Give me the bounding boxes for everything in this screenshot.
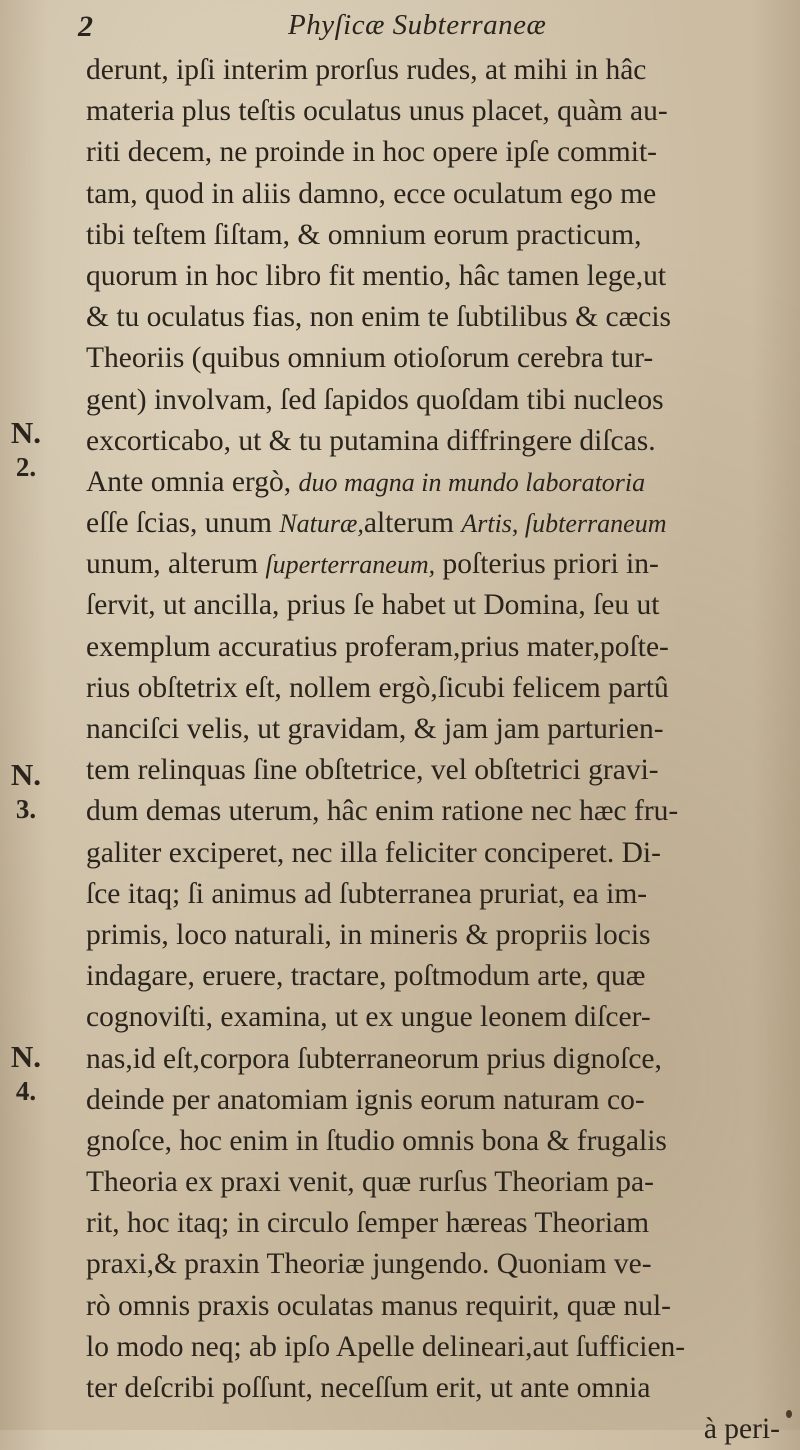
italic-text: Naturæ, (279, 509, 364, 539)
text-run: à peri- (703, 1413, 780, 1446)
italic-text: Artis, ſubterraneum (461, 509, 667, 539)
italic-text: ſuperterraneum, (265, 550, 436, 580)
text-line (86, 1244, 798, 1285)
text-line (86, 544, 798, 585)
margin-note (6, 1040, 46, 1108)
text-run: ter deſcribi poſſunt, neceſſum erit, ut ante omnia (86, 1372, 651, 1404)
text-line (86, 833, 798, 874)
text-run: ſce itaq; ſi animus ad ſubterranea pruriat, ea im- (86, 877, 648, 910)
text-run: exemplum accuratius proferam,prius mater,poſte- (86, 630, 669, 663)
page-number: 2 (78, 10, 93, 43)
text-run: deinde per anatomiam ignis eorum naturam co- (86, 1083, 645, 1116)
text-line (86, 215, 798, 256)
text-line (86, 1203, 798, 1244)
running-title: Phyſicæ Subterraneæ (288, 9, 547, 41)
text-run: gnoſce, hoc enim in ſtudio omnis bona & frugalis (86, 1124, 667, 1157)
text-run: primis, loco naturali, in mineris & propriis locis (86, 918, 651, 951)
margin-note (6, 416, 46, 484)
text-run: indagare, eruere, tractare, poſtmodum arte, quæ (86, 960, 646, 993)
text-line (86, 462, 798, 503)
text-run: & tu oculatus fias, non enim te ſubtilibus & cæcis (86, 301, 672, 334)
text-run: galiter exciperet, nec illa feliciter conciperet. Di- (86, 836, 661, 869)
margin-note-label: N. (10, 415, 42, 450)
text-line (86, 132, 798, 173)
text-run: nas,id eſt,corpora ſubterraneorum prius dignoſce, (86, 1042, 662, 1075)
text-run: lo modo neq; ab ipſo Apelle delineari,aut ſufficien- (86, 1330, 686, 1363)
text-run: gent) involvam, ſed ſapidos quoſdam tibi nucleos (86, 383, 664, 416)
text-run: Ante omnia ergò, (86, 465, 299, 498)
text-line (86, 1327, 798, 1368)
text-line (86, 668, 798, 709)
text-line (86, 91, 798, 132)
text-line (86, 503, 798, 544)
text-line (86, 1162, 798, 1203)
text-line (86, 915, 798, 956)
text-line (86, 709, 798, 750)
text-run: alterum (363, 507, 462, 540)
text-run: poſterius priori in- (435, 548, 659, 581)
margin-note-label: N. (10, 1039, 42, 1074)
text-run: riti decem, ne proinde in hoc opere ipſe commit- (86, 136, 657, 169)
page-header (78, 6, 778, 46)
text-line (86, 627, 798, 668)
text-line (86, 1039, 798, 1080)
text-line (86, 791, 798, 832)
text-run: praxi,& praxin Theoriæ jungendo. Quoniam ve- (86, 1248, 652, 1281)
text-run: tibi teſtem ſiſtam, & omnium eorum practicum, (86, 218, 642, 251)
text-line (86, 874, 798, 915)
text-line (86, 750, 798, 791)
text-line (86, 997, 798, 1038)
text-line (86, 421, 798, 462)
text-run: excorticabo, ut & tu putamina diffringere diſcas. (86, 424, 656, 457)
text-run: dum demas uterum, hâc enim ratione nec hæc fru- (86, 795, 679, 828)
text-run: ſervit, ut ancilla, prius ſe habet ut Domina, ſeu ut (86, 589, 660, 622)
text-run: rò omnis praxis oculatas manus requirit, quæ nul- (86, 1289, 671, 1322)
text-line (86, 380, 798, 421)
text-line (86, 1368, 798, 1409)
text-run: Theoriis (quibus omnium otioſorum cerebra tur- (86, 342, 654, 375)
text-run: tam, quod in aliis damno, ecce oculatum ego me (86, 177, 657, 210)
text-run: rius obſtetrix eſt, nollem ergò,ſicubi felicem partû (86, 671, 669, 704)
text-line (86, 1286, 798, 1327)
text-run: tem relinquas ſine obſtetrice, vel obſtetrici gravi- (86, 754, 659, 787)
text-line (86, 956, 798, 997)
ink-speck (786, 1410, 792, 1418)
margin-note-number: 4. (15, 1076, 37, 1106)
margin-note (6, 758, 46, 826)
text-run: unum, alterum (86, 548, 266, 581)
margin-note-number: 3. (15, 794, 37, 824)
text-line (86, 297, 798, 338)
text-line (86, 174, 798, 215)
text-line (86, 1080, 798, 1121)
body-text (86, 50, 798, 1450)
text-run: rit, hoc itaq; in circulo ſemper hæreas Theoriam (86, 1207, 650, 1240)
text-line (86, 1121, 798, 1162)
text-line (86, 338, 798, 379)
text-run: derunt, ipſi interim prorſus rudes, at mihi in hâc (86, 54, 647, 86)
text-run: nanciſci velis, ut gravidam, & jam jam parturien- (86, 713, 664, 745)
text-run: Theoria ex praxi venit, quæ rurſus Theoriam pa- (86, 1166, 654, 1199)
italic-text: duo magna in mundo laboratoria (298, 467, 646, 497)
text-run: eſſe ſcias, unum (86, 507, 280, 540)
text-line (86, 50, 798, 91)
text-line (86, 585, 798, 626)
text-run: materia plus teſtis oculatus unus placet, quàm au- (86, 95, 668, 128)
margin-note-label: N. (10, 757, 42, 792)
margin-note-number: 2. (15, 452, 37, 482)
text-run: cognoviſti, examina, ut ex ungue leonem diſcer- (86, 1001, 651, 1034)
text-line (86, 256, 798, 297)
text-run: quorum in hoc libro fit mentio, hâc tamen lege,ut (86, 259, 667, 292)
